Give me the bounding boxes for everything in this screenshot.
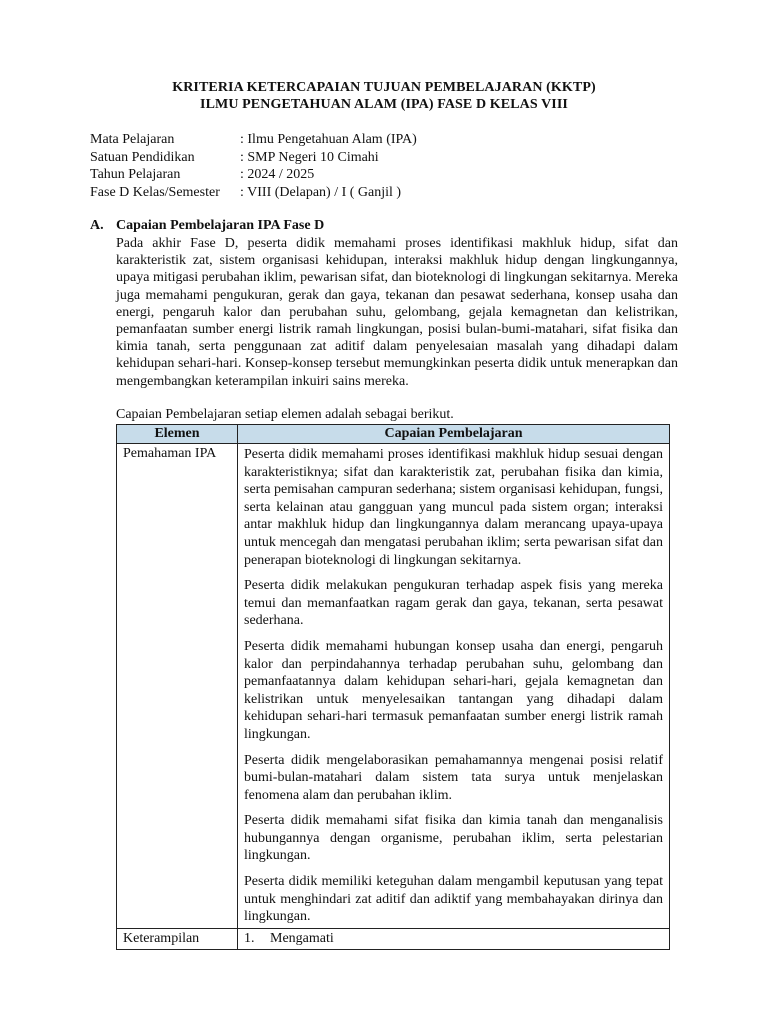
- meta-row-class: [90, 184, 417, 202]
- section-a-paragraph: Pada akhir Fase D, peserta didik memahami proses identifikasi makhluk hidup, sifat dan karakteristik zat, sistem organisasi kehidupan, interaksi makhluk hidup dengan lingkungannya, upaya mitigasi perubahan iklim, pewarisan sifat, dan bioteknologi di lingkungan sekitarnya. Mereka juga memahami pengukuran, gerak dan gaya, tekanan dan pesawat sederhana, konsep usaha dan energi, pengaruh kalor dan perubahan suhu, gelombang, gejala kemagnetan dan kelistrikan, pemanfaatan sumber energi listrik ramah lingkungan, posisi bulan-bumi-matahari, sifat fisika dan kimia tanah, serta penggunaan zat aditif dalam penyelesaian masalah yang dihadapi dalam kehidupan sehari-hari. Konsep-konsep tersebut memungkinkan peserta didik untuk menerapkan dan mengembangkan keterampilan inkuiri sains mereka.: [116, 236, 678, 389]
- section-a-heading: [90, 218, 324, 234]
- meta-value: : SMP Negeri 10 Cimahi: [240, 149, 379, 165]
- capaian-paragraph: Peserta didik mengelaborasikan pemahamannya mengenai posisi relatif bumi-bulan-matahari dalam sistem tata surya untuk menjelaskan fenomena alam dan perubahan iklim.: [244, 752, 663, 803]
- capaian-table: [116, 424, 670, 950]
- capaian-paragraph: Peserta didik memahami hubungan konsep usaha dan energi, pengaruh kalor dan perpindahannya terhadap perubahan suhu, gelombang dan pemanfaatannya dalam kehidupan sehari-hari, gejala kemagnetan dan kelistrikan untuk menyelesaikan tantangan yang dihadapi dalam kehidupan sehari-hari termasuk pemanfaatan sumber energi listrik ramah lingkungan.: [244, 638, 663, 742]
- table-row: [117, 444, 670, 929]
- list-item-number: 1.: [244, 930, 255, 946]
- list-item-text: Mengamati: [270, 930, 334, 946]
- meta-value: : 2024 / 2025: [240, 167, 315, 182]
- capaian-paragraph: Peserta didik memiliki keteguhan dalam mengambil keputusan yang tepat untuk menghindari zat aditif dan adiktif yang membahayakan dirinya dan lingkungan.: [244, 874, 663, 925]
- meta-value: : VIII (Delapan) / I ( Ganjil ): [240, 184, 402, 200]
- meta-key: Satuan Pendidikan: [90, 149, 195, 165]
- meta-value: : Ilmu Pengetahuan Alam (IPA): [240, 132, 417, 147]
- capaian-cell: [238, 928, 670, 949]
- meta-key: Mata Pelajaran: [90, 132, 175, 147]
- capaian-paragraph: Peserta didik memahami proses identifikasi makhluk hidup sesuai dengan karakteristiknya; sifat dan karakteristik zat, perubahan fisika dan kimia, serta pemisahan campuran sederhana; sistem organisasi kehidupan, fungsi, serta kelainan atau gangguan yang muncul pada sistem organ; interaksi antar makhluk hidup dan lingkungannya dalam merancang upaya-upaya untuk mencegah dan mengatasi perubahan iklim; serta pewarisan sifat dan penerapan bioteknologi di lingkungan sekitarnya.: [244, 447, 663, 568]
- section-title: Capaian Pembelajaran IPA Fase D: [116, 218, 325, 233]
- table-row: [117, 928, 670, 949]
- meta-row-school: [90, 149, 417, 167]
- capaian-cell: [238, 444, 670, 929]
- meta-row-subject: [90, 131, 417, 149]
- column-header-elemen: Elemen: [117, 425, 238, 444]
- meta-key: Fase D Kelas/Semester: [90, 184, 220, 200]
- column-header-capaian: Capaian Pembelajaran: [238, 425, 670, 444]
- table-header-row: [117, 425, 670, 444]
- document-title-line2: ILMU PENGETAHUAN ALAM (IPA) FASE D KELAS VIII: [200, 97, 568, 112]
- elemen-cell: Keterampilan: [117, 928, 238, 949]
- capaian-paragraph: Peserta didik melakukan pengukuran terhadap aspek fisis yang mereka temui dan memanfaatkan ragam gerak dan gaya, tekanan, serta pesawat sederhana.: [244, 578, 663, 629]
- meta-row-year: [90, 166, 417, 184]
- table-intro: Capaian Pembelajaran setiap elemen adalah sebagai berikut.: [116, 407, 454, 422]
- capaian-paragraph: Peserta didik memahami sifat fisika dan kimia tanah dan menganalisis hubungannya dengan organisme, perubahan iklim, serta pelestarian lingkungan.: [244, 813, 663, 864]
- document-title-line1: KRITERIA KETERCAPAIAN TUJUAN PEMBELAJARAN (KKTP): [172, 80, 596, 95]
- identity-block: [90, 131, 417, 201]
- elemen-cell: Pemahaman IPA: [117, 444, 238, 929]
- meta-key: Tahun Pelajaran: [90, 167, 181, 182]
- section-number: A.: [90, 218, 104, 233]
- list-item: [244, 931, 663, 947]
